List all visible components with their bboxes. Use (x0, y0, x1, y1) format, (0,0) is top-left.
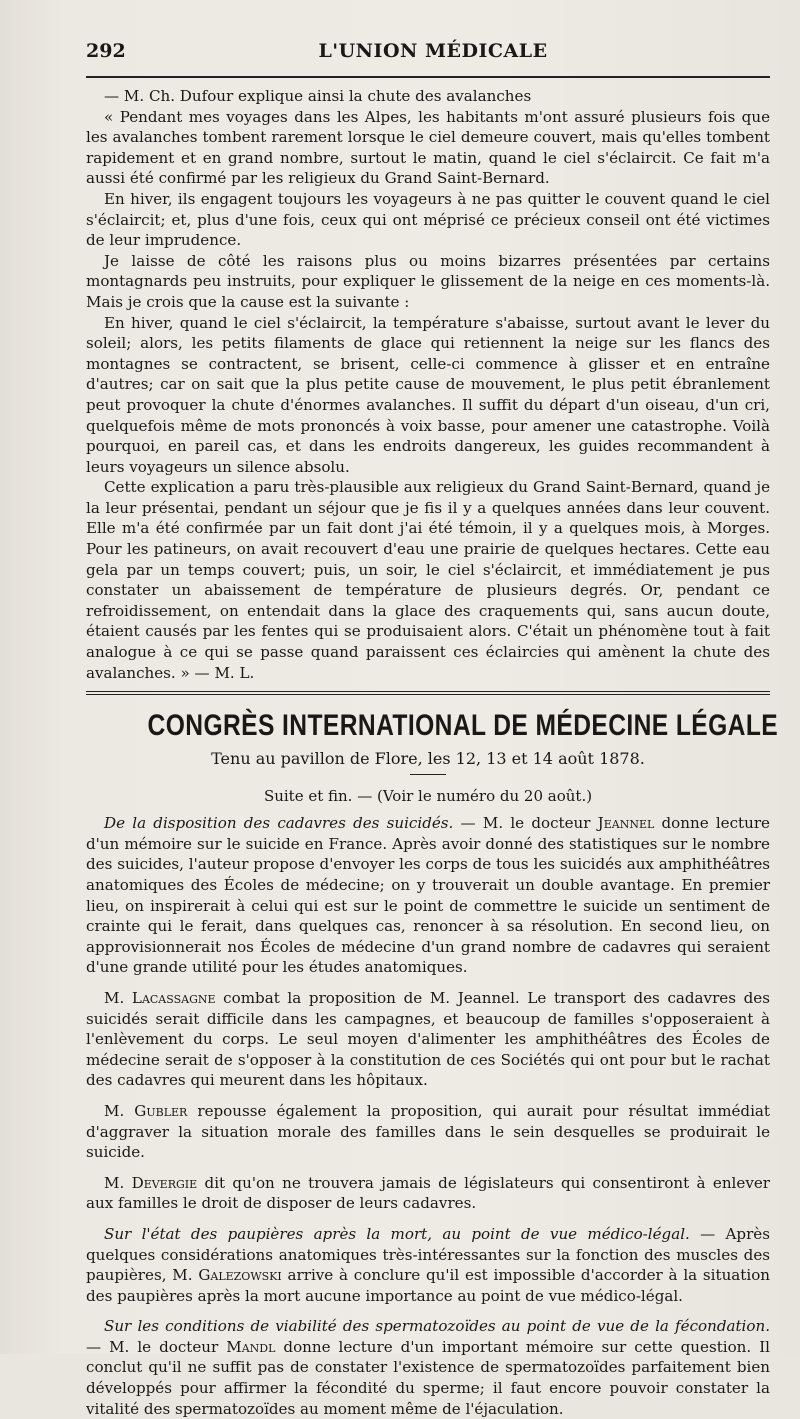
spacer (86, 1091, 770, 1101)
section-title: De la disposition des cadavres des suicidés. (104, 814, 454, 833)
paragraph: Je laisse de côté les raisons plus ou moins bizarres présentées par certains montagnards peu instruits, pour expliquer le glissement de la neige en ces moments-là. Mais je crois que la cause est la suivante : (86, 251, 770, 311)
continuation-note: Suite et fin. — (Voir le numéro du 20 août.) (263, 787, 593, 806)
paragraph-eyelids (86, 1224, 770, 1306)
text-span: repousse également la proposition, qui aurait pour résultat immédiat d'aggraver la situation morale des familles dans le sein desquelles se produirait le suicide. (86, 1101, 770, 1162)
text-span: — Après quelques considérations anatomiques très-intéressantes sur la fonction des muscles des paupières, M. (86, 1224, 770, 1285)
speaker-name: Mandl (226, 1337, 276, 1356)
text-span: donne lecture d'un mémoire sur le suicide en France. Après avoir donné des statistiques sur le nombre des suicides, l'auteur propose d'envoyer les corps de tous les suicidés aux amphithéâtres anatomiques des Écoles de médecine; on y trouverait un double avantage. En premier lieu, on inspirerait à celui qui est sur le point de commettre le suicide un sentiment de crainte qui le ferait, dans quelques cas, renoncer à sa résolution. En second lieu, on approvisionnerait nos Écoles de médecine d'un grand nombre de cadavres qui seraient d'une grande utilité pour les études anatomiques. (86, 814, 770, 977)
spacer (86, 1163, 770, 1173)
text-span: M. (104, 988, 132, 1007)
header-rule (86, 76, 770, 78)
page-number: 292 (86, 40, 126, 62)
paragraph-suicide-cadavers (86, 813, 770, 978)
text-span: donne lecture d'un important mémoire sur cette question. Il conclut qu'il ne suffit pas de constater l'existence de spermatozoïdes parfaitement bien développés pour affirmer la fécondité du sperme; il faut encore pouvoir constater la vitalité des spermatozoïdes au moment même de l'éjaculation. (86, 1337, 770, 1418)
running-title: L'UNION MÉDICALE (318, 40, 548, 62)
congress-title: CONGRÈS INTERNATIONAL DE MÉDECINE LÉGALE (147, 709, 779, 743)
paragraph-spermatozoa (86, 1316, 770, 1419)
paragraph: — M. Ch. Dufour explique ainsi la chute des avalanches (104, 87, 532, 105)
text-span: — M. le docteur (453, 814, 598, 833)
speaker-name: Lacassagne (131, 988, 216, 1007)
text-span: dit qu'on ne trouvera jamais de législateurs qui consentiront à enlever aux familles le droit de disposer de leurs cadavres. (86, 1173, 770, 1213)
text-span: combat la proposition de M. Jeannel. Le transport des cadavres des suicidés serait difficile dans les campagnes, et beaucoup de familles s'opposeraient à l'enlèvement du corps. Le seul moyen d'alimenter les amphithéâtres des Écoles de médecine serait de s'opposer à la constitution de ces Sociétés qui ont pour but le rachat des cadavres qui meurent dans les hôpitaux. (86, 988, 770, 1090)
paragraph: « Pendant mes voyages dans les Alpes, les habitants m'ont assuré plusieurs fois que les avalanches tombent rarement lorsque le ciel demeure couvert, mais qu'elles tombent rapidement et en grand nombre, surtout le matin, quand le ciel s'éclaircit. Ce fait m'a aussi été confirmé par les religieux du Grand Saint-Bernard. (86, 107, 770, 188)
paragraph: En hiver, ils engagent toujours les voyageurs à ne pas quitter le couvent quand le ciel s'éclaircit; et, plus d'une fois, ceux qui ont méprisé ce précieux conseil ont été victimes de leur imprudence. (86, 189, 770, 250)
speaker-name: Jeannel (597, 814, 655, 833)
text-span: M. (104, 1101, 135, 1120)
text-span: arrive à conclure qu'il est impossible d'accorder à la situation des paupières après la mort aucune importance au point de vue médico-légal. (86, 1266, 770, 1305)
paragraph-devergie (86, 1173, 770, 1214)
speaker-name: Gubler (134, 1101, 188, 1120)
speaker-name: Devergie (131, 1173, 198, 1192)
page-header (86, 40, 770, 74)
congress-subtitle: Tenu au pavillon de Flore, les 12, 13 et 14 août 1878. (211, 749, 645, 769)
speaker-name: Galezowski (198, 1266, 282, 1285)
text-span: M. (104, 1173, 132, 1192)
section-title: Sur les conditions de viabilité des spermatozoïdes au point de vue de la fécondation. (104, 1317, 770, 1336)
paragraph-lacassagne (86, 988, 770, 1091)
avalanche-article (86, 86, 770, 683)
spacer (86, 1214, 770, 1224)
section-title: Sur l'état des paupières après la mort, au point de vue médico-légal. (104, 1224, 690, 1243)
paragraph-gubler (86, 1101, 770, 1163)
spacer (86, 1306, 770, 1316)
paragraph: Cette explication a paru très-plausible aux religieux du Grand Saint-Bernard, quand je la leur présentai, pendant un séjour que je fis il y a quelques années dans leur couvent. Elle m'a été confirmée par un fait dont j'ai été témoin, il y a quelques mois, à Morges. Pour les patineurs, on avait recouvert d'eau une prairie de quelques hectares. Cette eau gela par un temps couvert; puis, un soir, le ciel s'éclaircit, et immédiatement je pus constater un abaissement de température de plusieurs degrés. Or, pendant ce refroidissement, on entendait dans la glace des craquements qui, sans aucun doute, étaient causés par les fentes qui se produisaient alors. C'était un phénomène tout à fait analogue à ce qui se passe quand paraissent ces éclaircies qui amènent la chute des avalanches. » — M. L. (86, 478, 770, 682)
text-span: — M. le docteur (86, 1337, 227, 1356)
paragraph: En hiver, quand le ciel s'éclaircit, la température s'abaisse, surtout avant le lever du soleil; alors, les petits filaments de glace qui retiennent la neige sur les flancs des montagnes se contractent, se brisent, celle-ci commence à glisser et en entraîne d'autres; car on sait que la plus petite cause de mouvement, le plus petit ébranlement peut provoquer la chute d'énormes avalanches. Il suffit du départ d'un oiseau, d'un cri, quelquefois même de mots prononcés à voix basse, pour amener une catastrophe. Voilà pourquoi, en pareil cas, et dans les endroits dangereux, les guides recommandent à leurs voyageurs un silence absolu. (86, 313, 770, 476)
spacer (86, 978, 770, 988)
section-divider (86, 691, 770, 695)
congress-report (86, 813, 770, 1419)
short-divider (410, 774, 446, 775)
